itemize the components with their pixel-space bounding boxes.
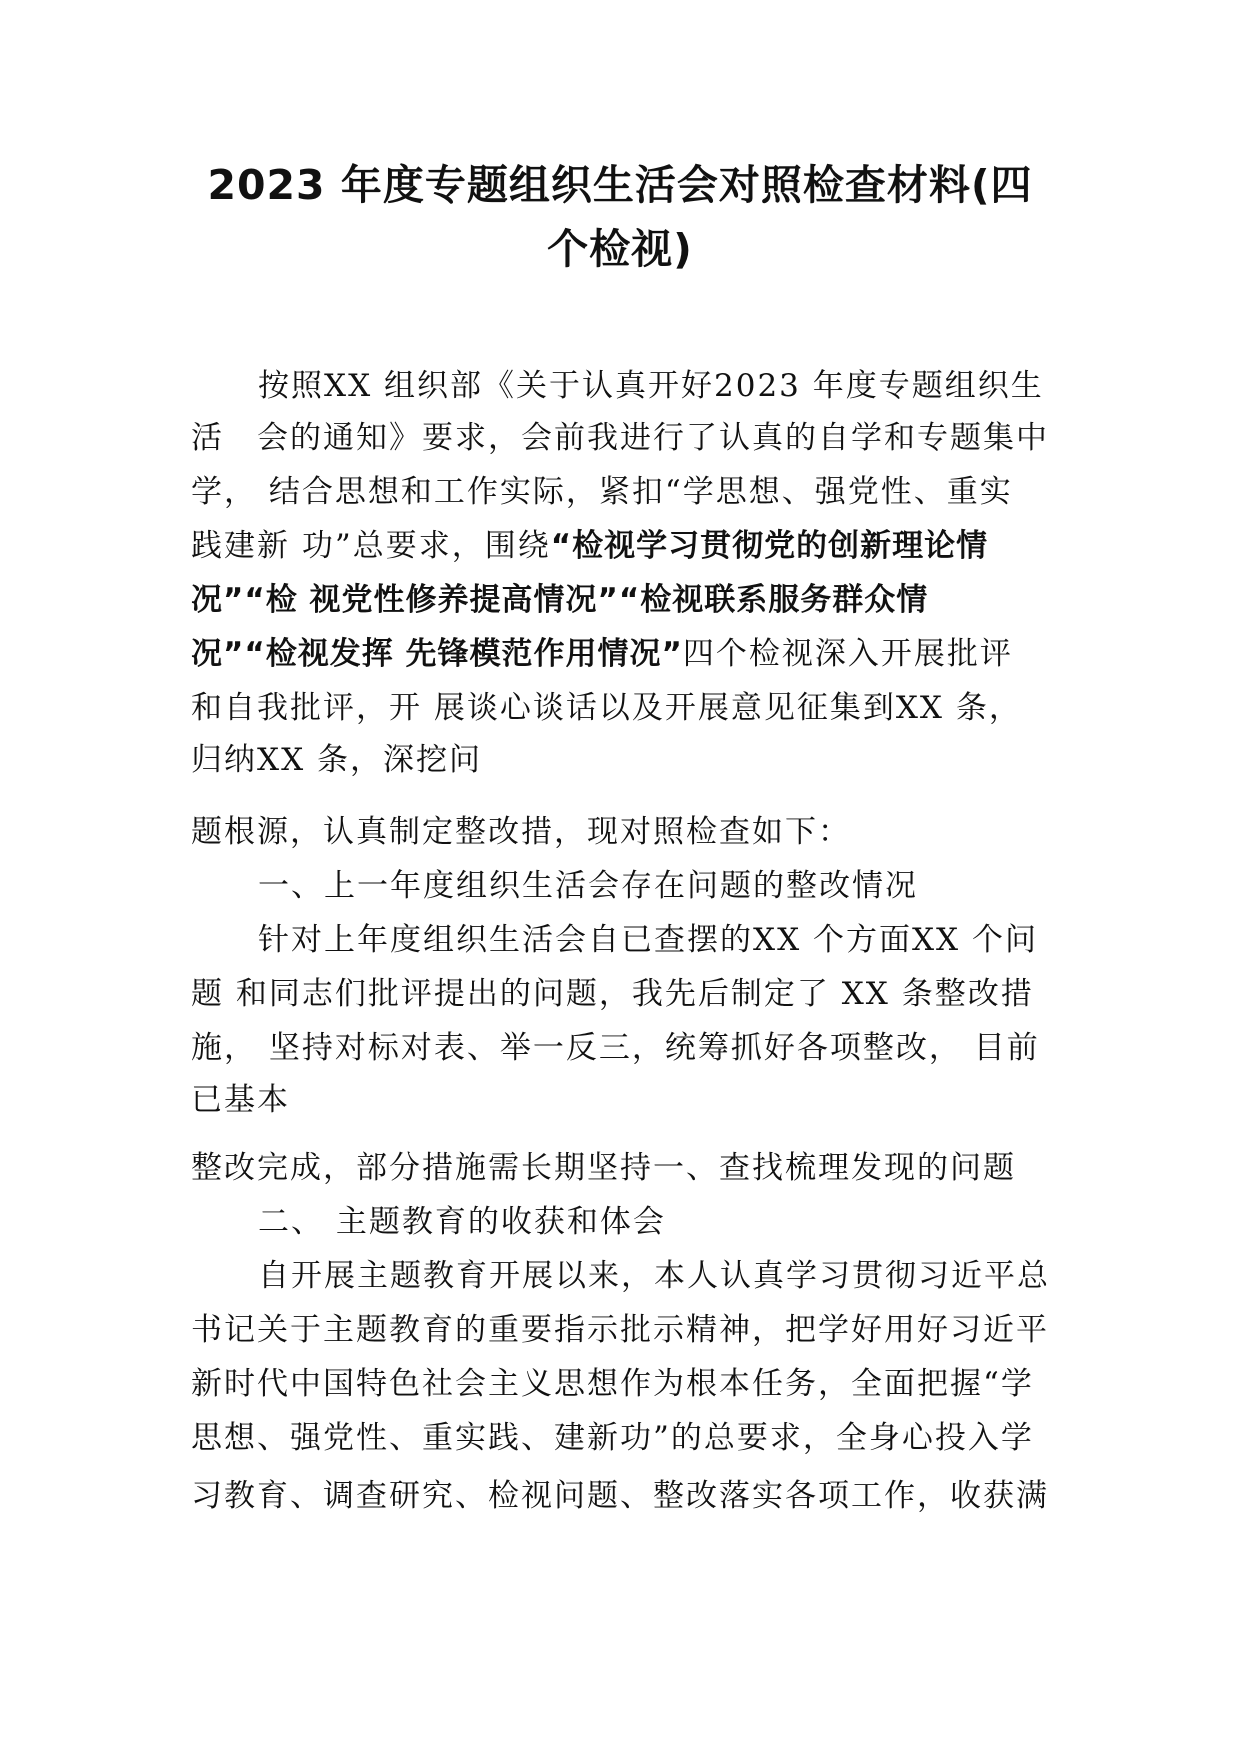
section-heading: 一、上一年度组织生活会存在问题的整改情况 (258, 868, 918, 904)
document-title-line-1: 2023 年度专题组织生活会对照检查材料(四 (207, 161, 1033, 209)
paragraph-line: 针对上年度组织生活会自已查摆的XX 个方面XX 个问 (258, 922, 1038, 958)
paragraph-line: 自开展主题教育开展以来，本人认真学习贯彻习近平总 (258, 1258, 1050, 1294)
document-title-line-2: 个检视) (547, 225, 693, 273)
paragraph-text: 践建新 功”总要求，围绕 (191, 528, 551, 564)
paragraph-line: 学， 结合思想和工作实际，紧扣“学思想、强党性、重实 (191, 474, 1013, 510)
paragraph-bold-line: 况”“检 视党性修养提高情况”“检视联系服务群众情 (191, 582, 929, 618)
paragraph-line: 已基本 (191, 1082, 290, 1118)
paragraph-line: 整改完成，部分措施需长期坚持一、查找梳理发现的问题 (191, 1150, 1016, 1186)
paragraph-line: 书记关于主题教育的重要指示批示精神，把学好用好习近平 (191, 1312, 1049, 1348)
paragraph-text: 四个检视深入开展批评 (682, 636, 1013, 672)
paragraph-line: 按照XX 组织部《关于认真开好2023 年度专题组织生 (258, 368, 1044, 404)
paragraph-line (191, 634, 1013, 674)
paragraph-bold-text: “检视学习贯彻党的创新理论情 (550, 528, 989, 564)
paragraph-line: 和自我批评，开 展谈心谈话以及开展意见征集到XX 条， (191, 690, 1022, 726)
paragraph-line: 施， 坚持对标对表、举一反三，统筹抓好各项整改， 目前 (191, 1030, 1040, 1066)
paragraph-line: 题根源，认真制定整改措，现对照检查如下： (191, 814, 851, 850)
paragraph-line: 习教育、调查研究、检视问题、整改落实各项工作，收获满 (191, 1478, 1049, 1514)
section-heading: 二、 主题教育的收获和体会 (258, 1204, 666, 1240)
paragraph-line: 思想、强党性、重实践、建新功”的总要求，全身心投入学 (191, 1420, 1034, 1456)
paragraph-bold-text: 况”“检视发挥 先锋模范作用情况” (191, 636, 683, 672)
paragraph-line: 活 会的通知》要求，会前我进行了认真的自学和专题集中 (191, 420, 1049, 456)
paragraph-line: 新时代中国特色社会主义思想作为根本任务，全面把握“学 (191, 1366, 1034, 1402)
paragraph-line: 题 和同志们批评提出的问题，我先后制定了 XX 条整改措 (191, 976, 1034, 1012)
paragraph-line (191, 526, 988, 566)
paragraph-line: 归纳XX 条，深挖问 (191, 742, 482, 778)
